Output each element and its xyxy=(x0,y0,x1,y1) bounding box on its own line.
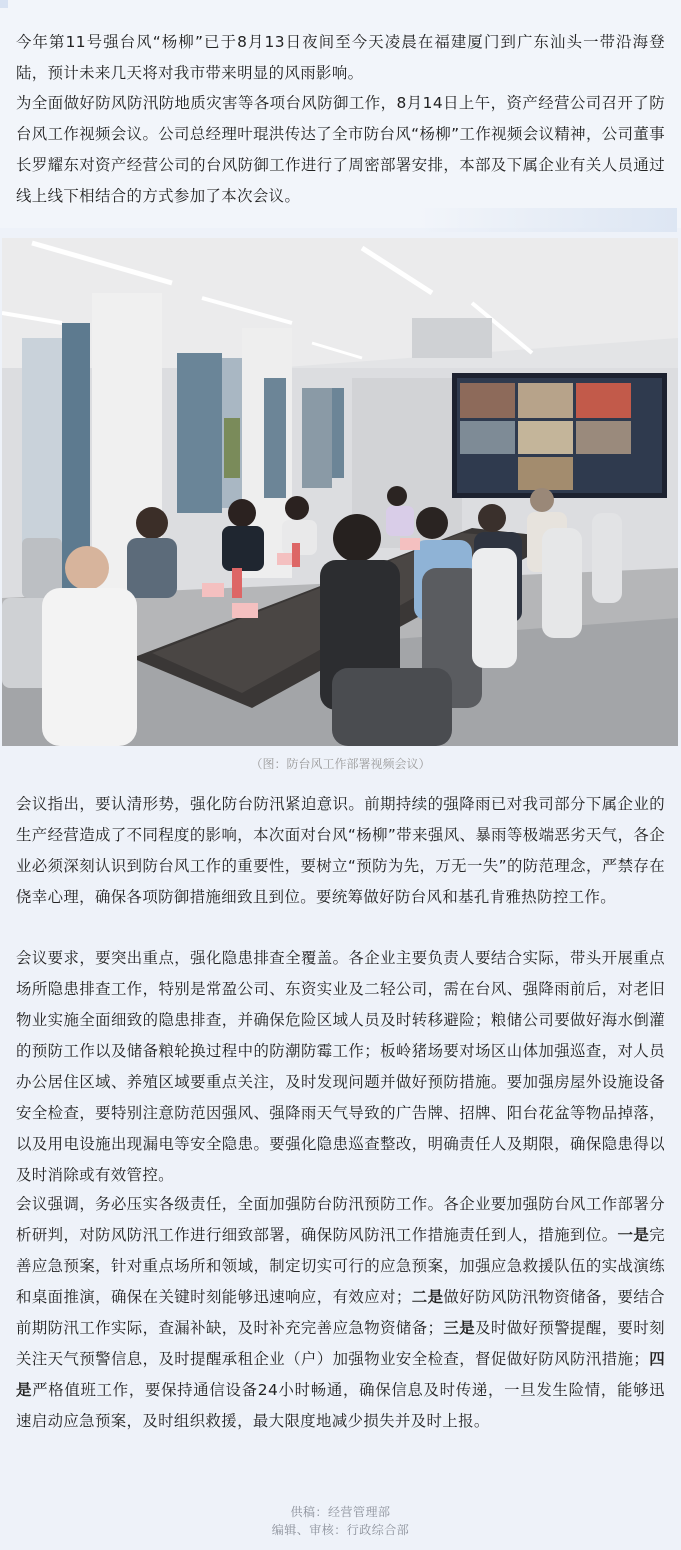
item-1-label: 一是 xyxy=(617,1226,650,1244)
p3-text-c: 完善应急预案，针对重点场所和领域，制定切实可行的应急预案，加强应急救援队伍的实战演练和桌面推演，确保在关键时刻能够迅速响应，有效应对； xyxy=(16,1226,665,1306)
p3-text-e: 及时做好预警提醒，要时刻关注天气预警信息，及时提醒承租企业（户）加强物业安全检查，督促做好防风防汛措施； xyxy=(16,1319,665,1368)
body-paragraph-2: 会议要求，要突出重点，强化隐患排查全覆盖。各企业主要负责人要结合实际，带头开展重点场所隐患排查工作，特别是常盈公司、东资实业及二轻公司，需在台风、强降雨前后，对老旧物业实施全面细致的隐患排查，并确保危险区域人员及时转移避险；粮储公司要做好海水倒灌的预防工作以及储备粮轮换过程中的防潮防霉工作；板岭猪场要对场区山体加强巡查，对人员办公居住区域、养殖区域要重点关注，及时发现问题并做好预防措施。要加强房屋外设施设备安全检查，要特别注意防范因强风、强降雨天气导致的广告牌、招牌、阳台花盆等物品掉落，以及用电设施出现漏电等安全隐患。要强化隐患巡查整改，明确责任人及期限，确保隐患得以及时消除或有效管控。 xyxy=(16,949,665,1184)
photo-caption: （图：防台风工作部署视频会议） xyxy=(250,757,431,771)
item-2-label: 二是 xyxy=(411,1288,444,1306)
meeting-photo xyxy=(2,238,678,746)
footer-source: 供稿：经营管理部 xyxy=(290,1505,391,1519)
body-paragraph-3 xyxy=(16,1189,665,1437)
item-3-label: 三是 xyxy=(443,1319,476,1337)
intro-paragraph-2: 为全面做好防风防汛防地质灾害等各项台风防御工作，8月14日上午，资产经营公司召开了防台风工作视频会议。公司总经理叶琨洪传达了全市防台风“杨柳”工作视频会议精神，公司董事长罗耀东对资产经营公司的台风防御工作进行了周密部署安排，本部及下属企业有关人员通过线上线下相结合的方式参加了本次会议。 xyxy=(16,94,665,205)
p3-text-d: 做好防风防汛物资储备，要结合前期防汛工作实际，查漏补缺，及时补充完善应急物资储备； xyxy=(16,1288,665,1337)
body-paragraph-1: 会议指出，要认清形势，强化防台防汛紧迫意识。前期持续的强降雨已对我司部分下属企业的生产经营造成了不同程度的影响，本次面对台风“杨柳”带来强风、暴雨等极端恶劣天气，各企业必须深刻认识到防台风工作的重要性，要树立“预防为先，万无一失”的防范理念，严禁存在侥幸心理，确保各项防御措施细致且到位。要统筹做好防台风和基孔肯雅热防控工作。 xyxy=(16,795,665,906)
corner-decoration xyxy=(0,0,8,8)
footer-editor: 编辑、审核：行政综合部 xyxy=(271,1523,410,1537)
item-4-label: 四是 xyxy=(16,1350,665,1399)
p3-text-f: 严格值班工作，要保持通信设备24小时畅通，确保信息及时传递，一旦发生险情，能够迅速启动应急预案，及时组织救援，最大限度地减少损失并及时上报。 xyxy=(16,1381,665,1430)
p3-text-a: 会议强调，务必压实各级责任，全面加强防台防汛预防工作。各企业要加强防台风工作部署分析研判，对防风防汛工作进行细致部署，确保防风防汛工作措施责任到人，措施到位。 xyxy=(16,1195,665,1244)
intro-paragraph-1: 今年第11号强台风“杨柳”已于8月13日夜间至今天凌晨在福建厦门到广东汕头一带沿海登陆，预计未来几天将对我市带来明显的风雨影响。 xyxy=(16,33,665,82)
